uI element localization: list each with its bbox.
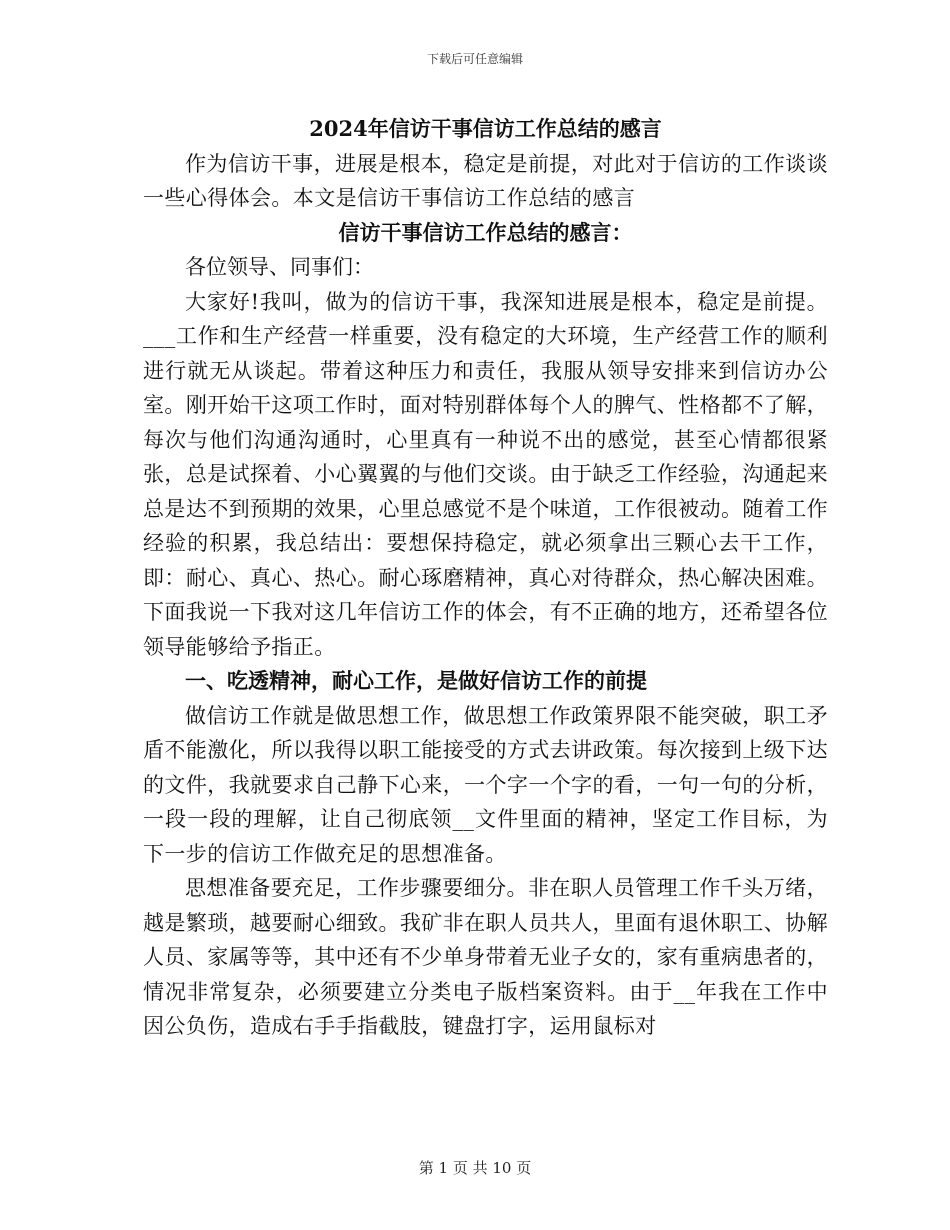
document-subtitle: 信访干事信访工作总结的感言：	[338, 219, 633, 245]
body-paragraph-3: 思想准备要充足，工作步骤要细分。非在职人员管理工作千头万绪，越是繁琐，越要耐心细致。我矿非在职人员共人，里面有退休职工、协解人员、家属等等，其中还有不少单身带着无业子女的，家有重病患者的，情况非常复杂，必须要建立分类电子版档案资料。由于__年我在工作中因公负伤，造成右手手指截肢，键盘打字，运用鼠标对	[143, 876, 828, 1038]
salutation: 各位领导、同事们：	[185, 255, 374, 279]
body-paragraph-1: 大家好!我叫，做为的信访干事，我深知进展是根本，稳定是前提。___工作和生产经营一样重要，没有稳定的大环境，生产经营工作的顺利进行就无从谈起。带着这种压力和责任，我服从领导安排来到信访办公室。刚开始干这项工作时，面对特别群体每个人的脾气、性格都不了解，每次与他们沟通沟通时，心里真有一种说不出的感觉，甚至心情都很紧张，总是试探着、小心翼翼的与他们交谈。由于缺乏工作经验，沟通起来总是达不到预期的效果，心里总感觉不是个味道，工作很被动。随着工作经验的积累，我总结出：要想保持稳定，就必须拿出三颗心去干工作，即：耐心、真心、热心。耐心琢磨精神，真心对待群众，热心解决困难。下面我说一下我对这几年信访工作的体会，有不正确的地方，还希望各位领导能够给予指正。	[143, 289, 828, 659]
document-body	[143, 112, 828, 1044]
body-paragraph-2: 做信访工作就是做思想工作，做思想工作政策界限不能突破，职工矛盾不能激化，所以我得以职工能接受的方式去讲政策。每次接到上级下达的文件，我就要求自己静下心来，一个字一个字的看，一句一句的分析，一段一段的理解，让自己彻底领__文件里面的精神，坚定工作目标，为下一步的信访工作做充足的思想准备。	[143, 703, 828, 866]
section-heading-1: 一、吃透精神，耐心工作，是做好信访工作的前提	[185, 668, 647, 693]
intro-paragraph: 作为信访干事，进展是根本，稳定是前提，对此对于信访的工作谈谈一些心得体会。本文是信访干事信访工作总结的感言	[143, 151, 828, 210]
document-title: 2024年信访干事信访工作总结的感言	[309, 116, 662, 141]
page-number-footer: 第 1 页 共 10 页	[418, 1159, 532, 1177]
page-header-note: 下载后可任意编辑	[426, 52, 523, 66]
